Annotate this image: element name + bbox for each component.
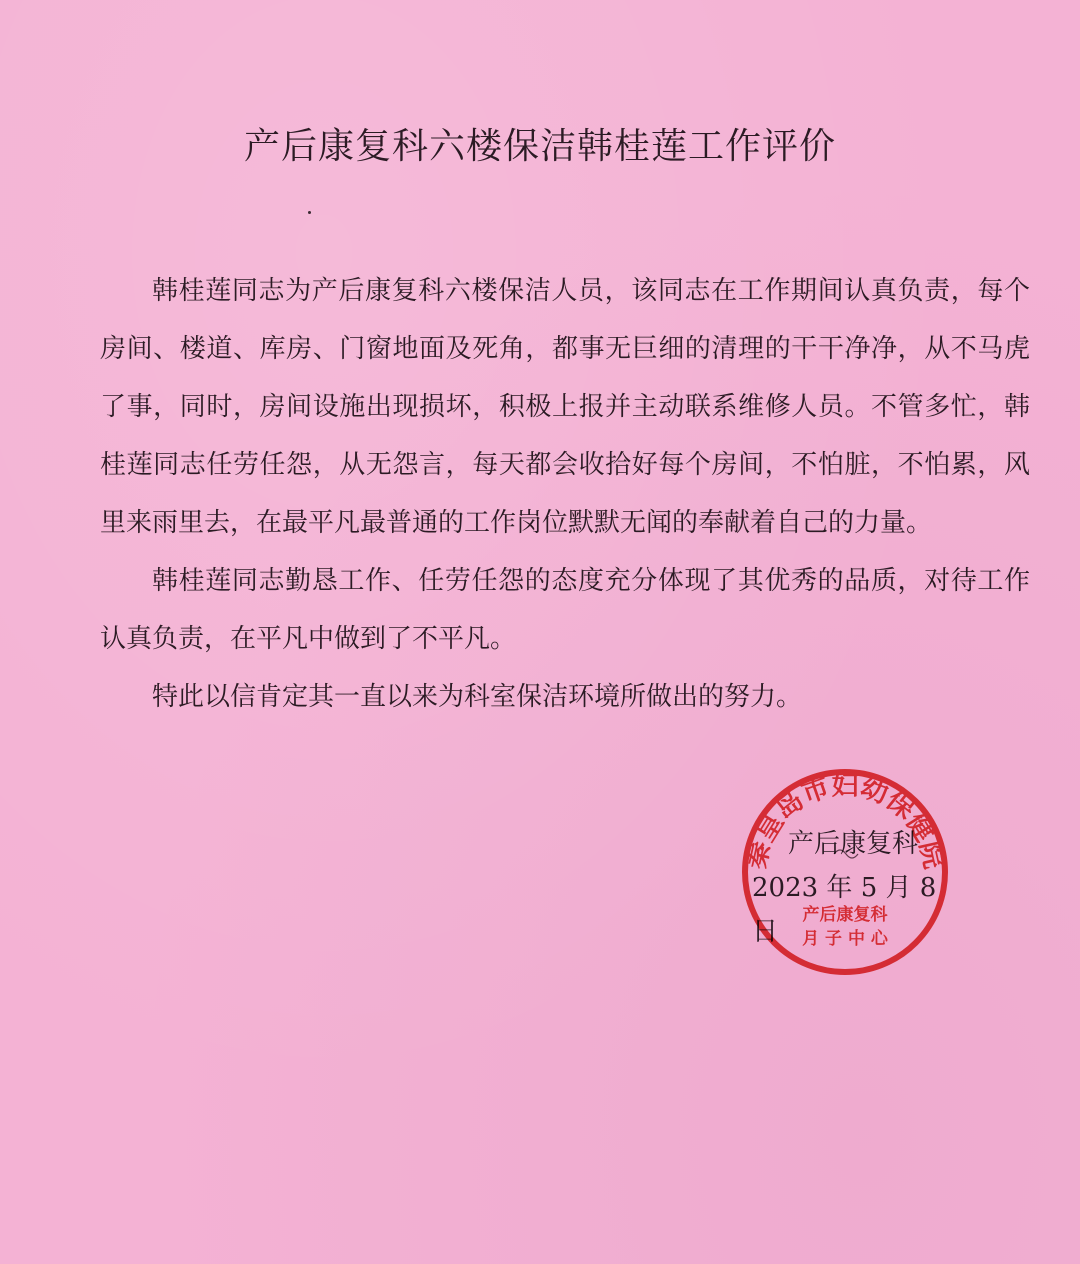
paragraph-1: 韩桂莲同志为产后康复科六楼保洁人员，该同志在工作期间认真负责，每个房间、楼道、库房、门窗地面及死角，都事无巨细的清理的干干净净，从不马虎了事，同时，房间设施出现损坏，积极上报并主动联系维修人员。不管多忙，韩桂莲同志任劳任怨，从无怨言，每天都会收拾好每个房间，不怕脏，不怕累，风里来雨里去，在最平凡最普通的工作岗位默默无闻的奉献着自己的力量。 — [100, 276, 1030, 538]
ink-speck — [308, 211, 311, 214]
paragraph-2: 韩桂莲同志勤恳工作、任劳任怨的态度充分体现了其优秀的品质，对待工作认真负责，在平凡中做到了不平凡。 — [100, 566, 1030, 654]
seal-inner-line-2: 月 子 中 心 — [802, 929, 888, 949]
official-seal — [738, 768, 952, 976]
paragraph-3: 特此以信肯定其一直以来为科室保洁环境所做出的努力。 — [152, 682, 803, 712]
seal-inner-line-1: 产后康复科 — [802, 905, 888, 925]
handwritten-mark-icon — [834, 850, 858, 858]
document-body — [100, 262, 1030, 726]
signature-organization: 产后康复科 — [788, 829, 919, 859]
signature-date: 2023 年 5 月 8 日 — [752, 873, 937, 947]
seal-outer-text: 秦皇岛市妇幼保健院 — [740, 770, 950, 872]
document-title: 产后康复科六楼保洁韩桂莲工作评价 — [243, 126, 836, 167]
